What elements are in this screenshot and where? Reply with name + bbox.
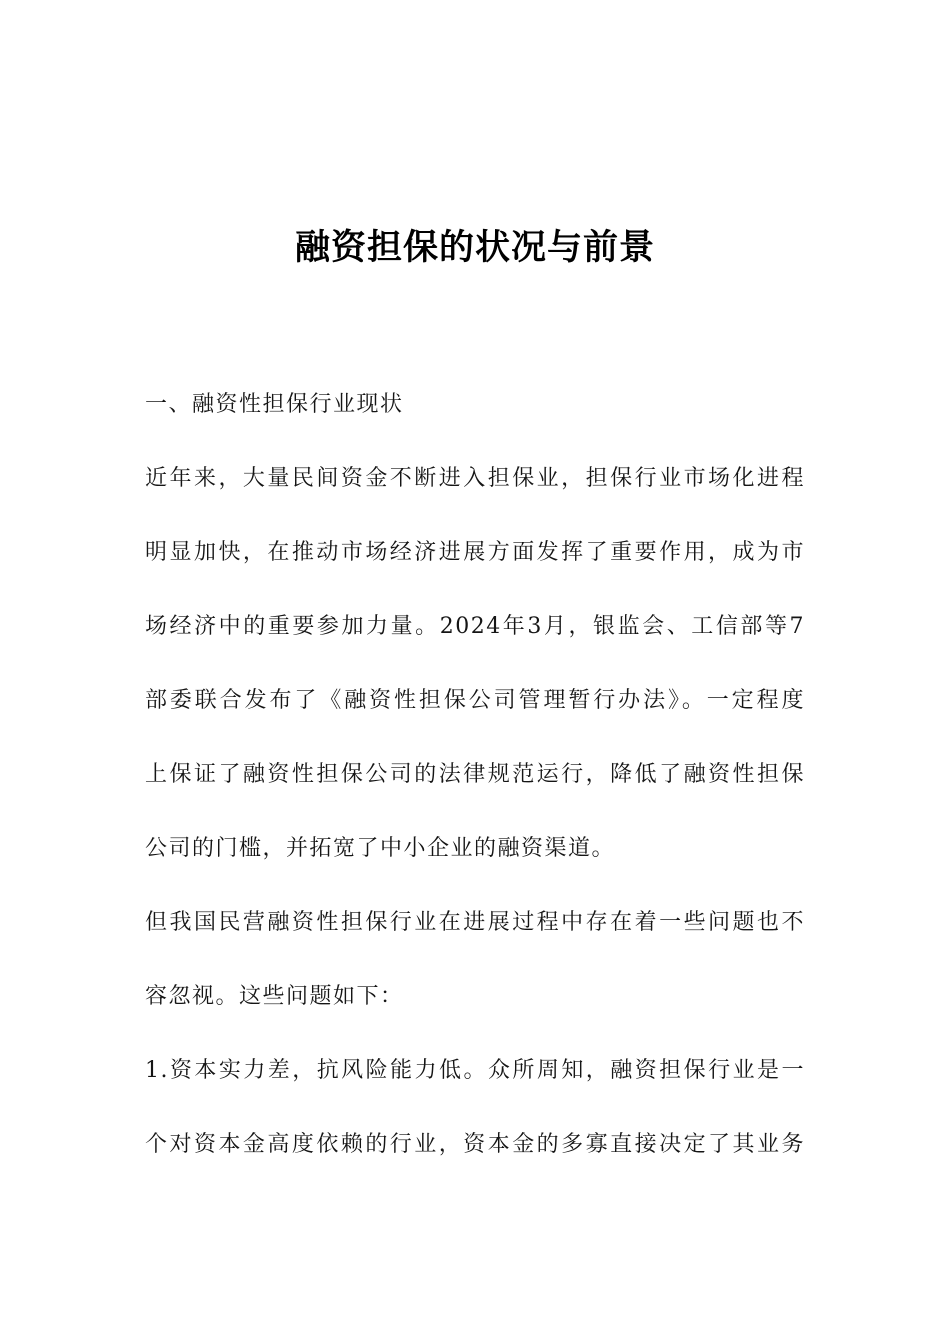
paragraph-1-line-3: 场经济中的重要参加力量。2024年3月，银监会、工信部等7 bbox=[145, 614, 805, 639]
paragraph-3-line-1: 1.资本实力差，抗风险能力低。众所周知，融资担保行业是一 bbox=[145, 1058, 805, 1083]
paragraph-1 bbox=[145, 457, 805, 901]
paragraph-3-line-2: 个对资本金高度依赖的行业，资本金的多寡直接决定了其业务 bbox=[145, 1132, 805, 1157]
paragraph-3 bbox=[145, 1049, 805, 1197]
document-title: 融资担保的状况与前景 bbox=[294, 228, 655, 268]
paragraph-1-line-1: 近年来，大量民间资金不断进入担保业，担保行业市场化进程 bbox=[145, 466, 805, 491]
paragraph-1-line-4: 部委联合发布了《融资性担保公司管理暂行办法》。一定程度 bbox=[145, 688, 805, 713]
paragraph-1-line-5: 上保证了融资性担保公司的法律规范运行，降低了融资性担保 bbox=[145, 762, 805, 787]
paragraph-2-line-2: 容忽视。这些问题如下： bbox=[145, 984, 404, 1009]
paragraph-1-line-6: 公司的门槛，并拓宽了中小企业的融资渠道。 bbox=[145, 836, 616, 861]
section-heading: 一、融资性担保行业现状 bbox=[145, 392, 404, 417]
paragraph-2 bbox=[145, 901, 805, 1049]
paragraph-2-line-1: 但我国民营融资性担保行业在进展过程中存在着一些问题也不 bbox=[145, 910, 805, 935]
document-body bbox=[145, 383, 805, 1197]
paragraph-1-line-2: 明显加快，在推动市场经济进展方面发挥了重要作用，成为市 bbox=[145, 540, 805, 565]
